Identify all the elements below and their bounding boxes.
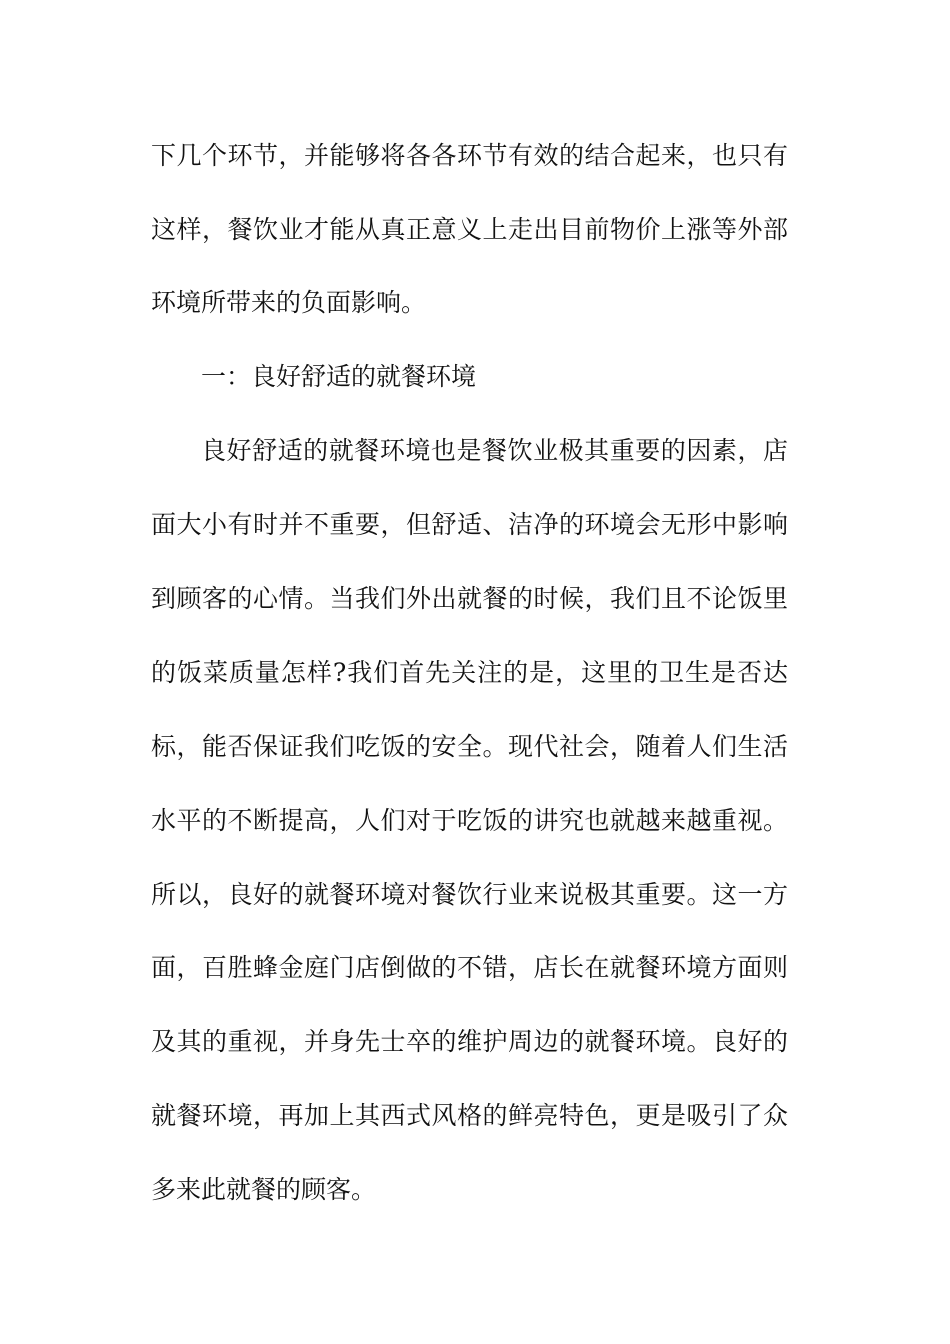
text-line: 所以，良好的就餐环境对餐饮行业来说极其重要。这一方 [151,880,789,909]
text-line: 面，百胜蜂金庭门店倒做的不错，店长在就餐环境方面则 [151,953,789,982]
text-line: 标，能否保证我们吃饭的安全。现代社会，随着人们生活 [151,732,789,761]
text-line: 及其的重视，并身先士卒的维护周边的就餐环境。良好的 [151,1027,789,1056]
text-line: 到顾客的心情。当我们外出就餐的时候，我们且不论饭里 [151,584,789,613]
text-line: 良好舒适的就餐环境也是餐饮业极其重要的因素，店 [201,436,789,465]
text-line: 水平的不断提高，人们对于吃饭的讲究也就越来越重视。 [151,806,789,835]
text-line: 多来此就餐的顾客。 [151,1175,377,1204]
text-line: 的饭菜质量怎样?我们首先关注的是，这里的卫生是否达 [151,658,789,687]
text-line: 就餐环境，再加上其西式风格的鲜亮特色，更是吸引了众 [151,1101,789,1130]
text-line: 环境所带来的负面影响。 [151,288,427,317]
text-line: 面大小有时并不重要，但舒适、洁净的环境会无形中影响 [151,510,789,539]
section-heading: 一：良好舒适的就餐环境 [201,362,477,391]
text-line: 这样，餐饮业才能从真正意义上走出目前物价上涨等外部 [151,215,789,244]
text-line: 下几个环节，并能够将各各环节有效的结合起来，也只有 [151,141,789,170]
